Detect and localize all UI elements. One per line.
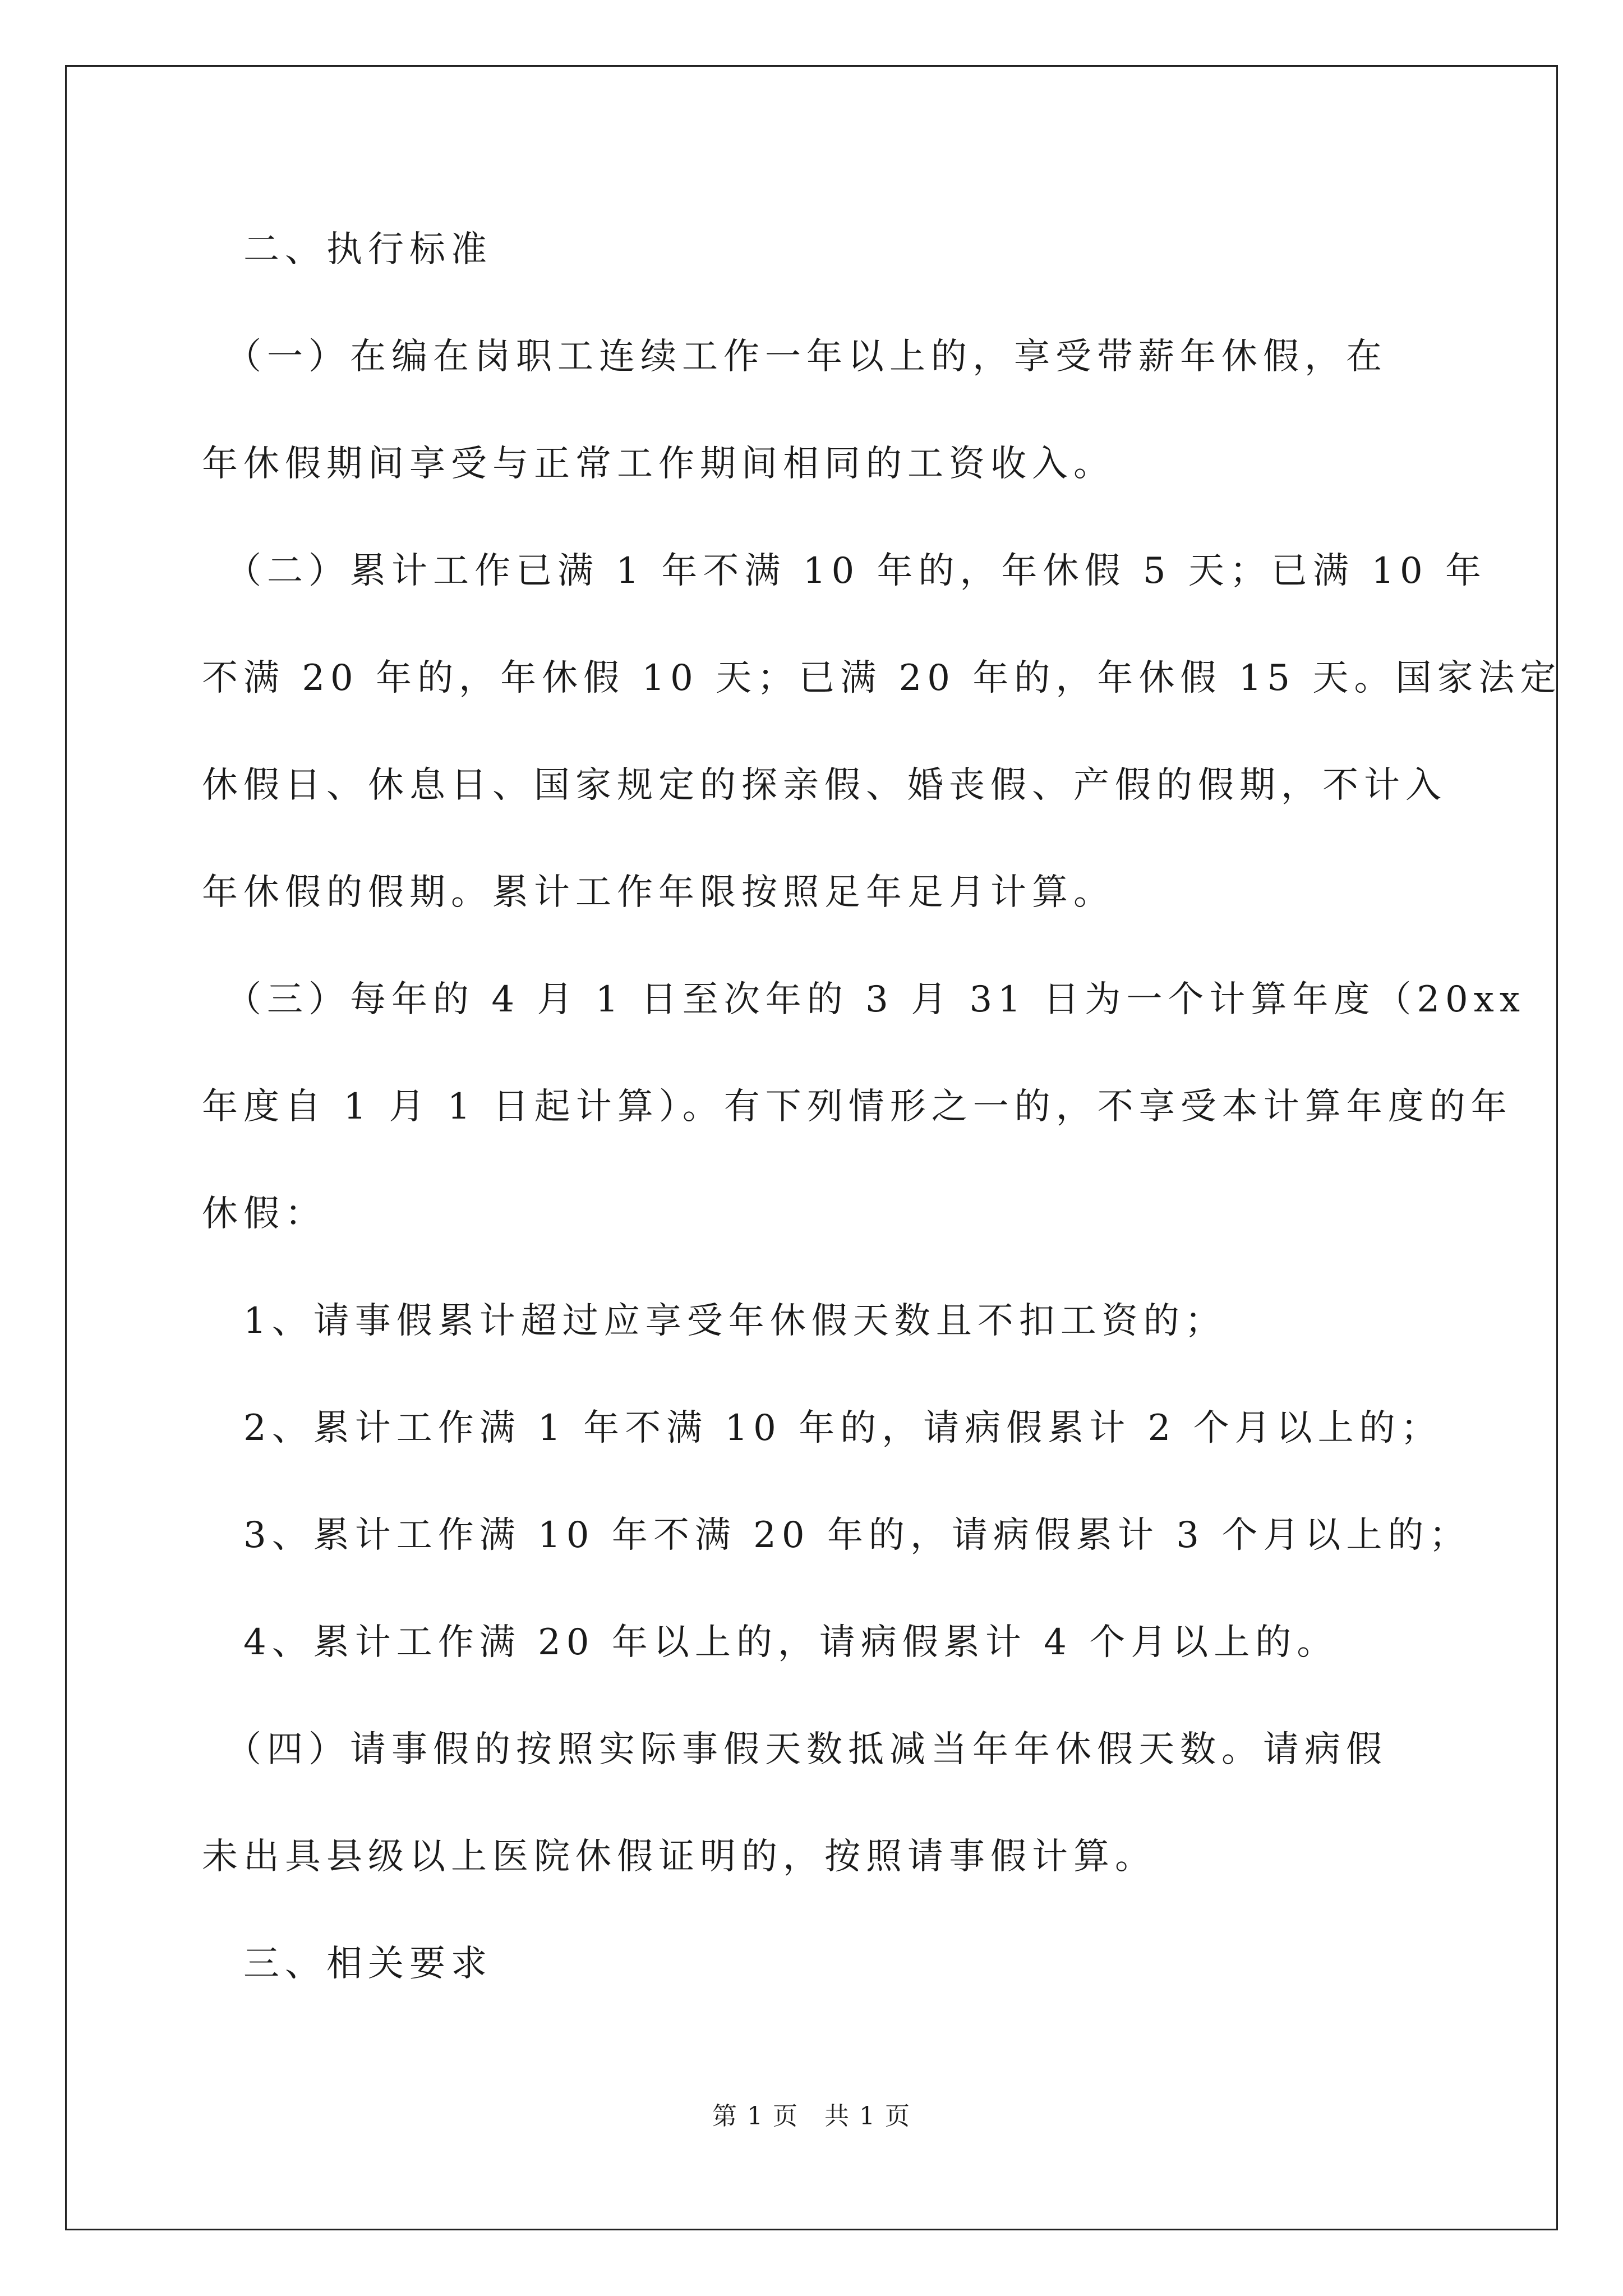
text-line: 年休假的假期。累计工作年限按照足年足月计算。 [202,872,1115,913]
heading-related-requirements [202,1911,1436,2018]
heading-execution-standard [202,196,1436,303]
text-line: 休假： [202,1193,326,1235]
text-line: 未出具县级以上医院休假证明的，按照请事假计算。 [202,1836,1156,1878]
text-line: 1、请事假累计超过应享受年休假天数且不扣工资的； [202,1300,1227,1342]
list-item-3 [202,1482,1471,1589]
list-item-2 [202,1375,1442,1482]
text-line: 二、执行标准 [202,229,492,270]
text-line: （一）在编在岗职工连续工作一年以上的，享受带薪年休假，在 [202,336,1387,378]
text-line: 4、累计工作满 20 年以上的，请病假累计 4 个月以上的。 [202,1622,1339,1663]
text-line: 年度自 1 月 1 日起计算）。有下列情形之一的，不享受本计算年度的年 [202,1086,1513,1128]
text-line: 三、相关要求 [202,1943,492,1985]
text-line: 不满 20 年的，年休假 10 天；已满 20 年的，年休假 15 天。国家法定 [202,657,1562,699]
text-line: 2、累计工作满 1 年不满 10 年的，请病假累计 2 个月以上的； [202,1407,1442,1449]
text-line: 3、累计工作满 10 年不满 20 年的，请病假累计 3 个月以上的； [202,1515,1471,1556]
text-line: 休假日、休息日、国家规定的探亲假、婚丧假、产假的假期，不计入 [202,765,1447,806]
list-item-4 [202,1589,1436,1696]
paragraph-item-3 [202,946,1525,1268]
paragraph-item-2 [202,518,1562,946]
page-number-footer: 第 1 页 共 1 页 [712,2102,911,2131]
paragraph-item-1 [202,303,1436,518]
list-item-1 [202,1268,1436,1375]
text-line: 年休假期间享受与正常工作期间相同的工资收入。 [202,443,1115,485]
text-line: （四）请事假的按照实际事假天数抵减当年年休假天数。请病假 [202,1729,1387,1770]
text-line: （二）累计工作已满 1 年不满 10 年的，年休假 5 天；已满 10 年 [202,550,1487,592]
paragraph-item-4 [202,1696,1436,1911]
text-line: （三）每年的 4 月 1 日至次年的 3 月 31 日为一个计算年度（20xx [202,979,1525,1020]
